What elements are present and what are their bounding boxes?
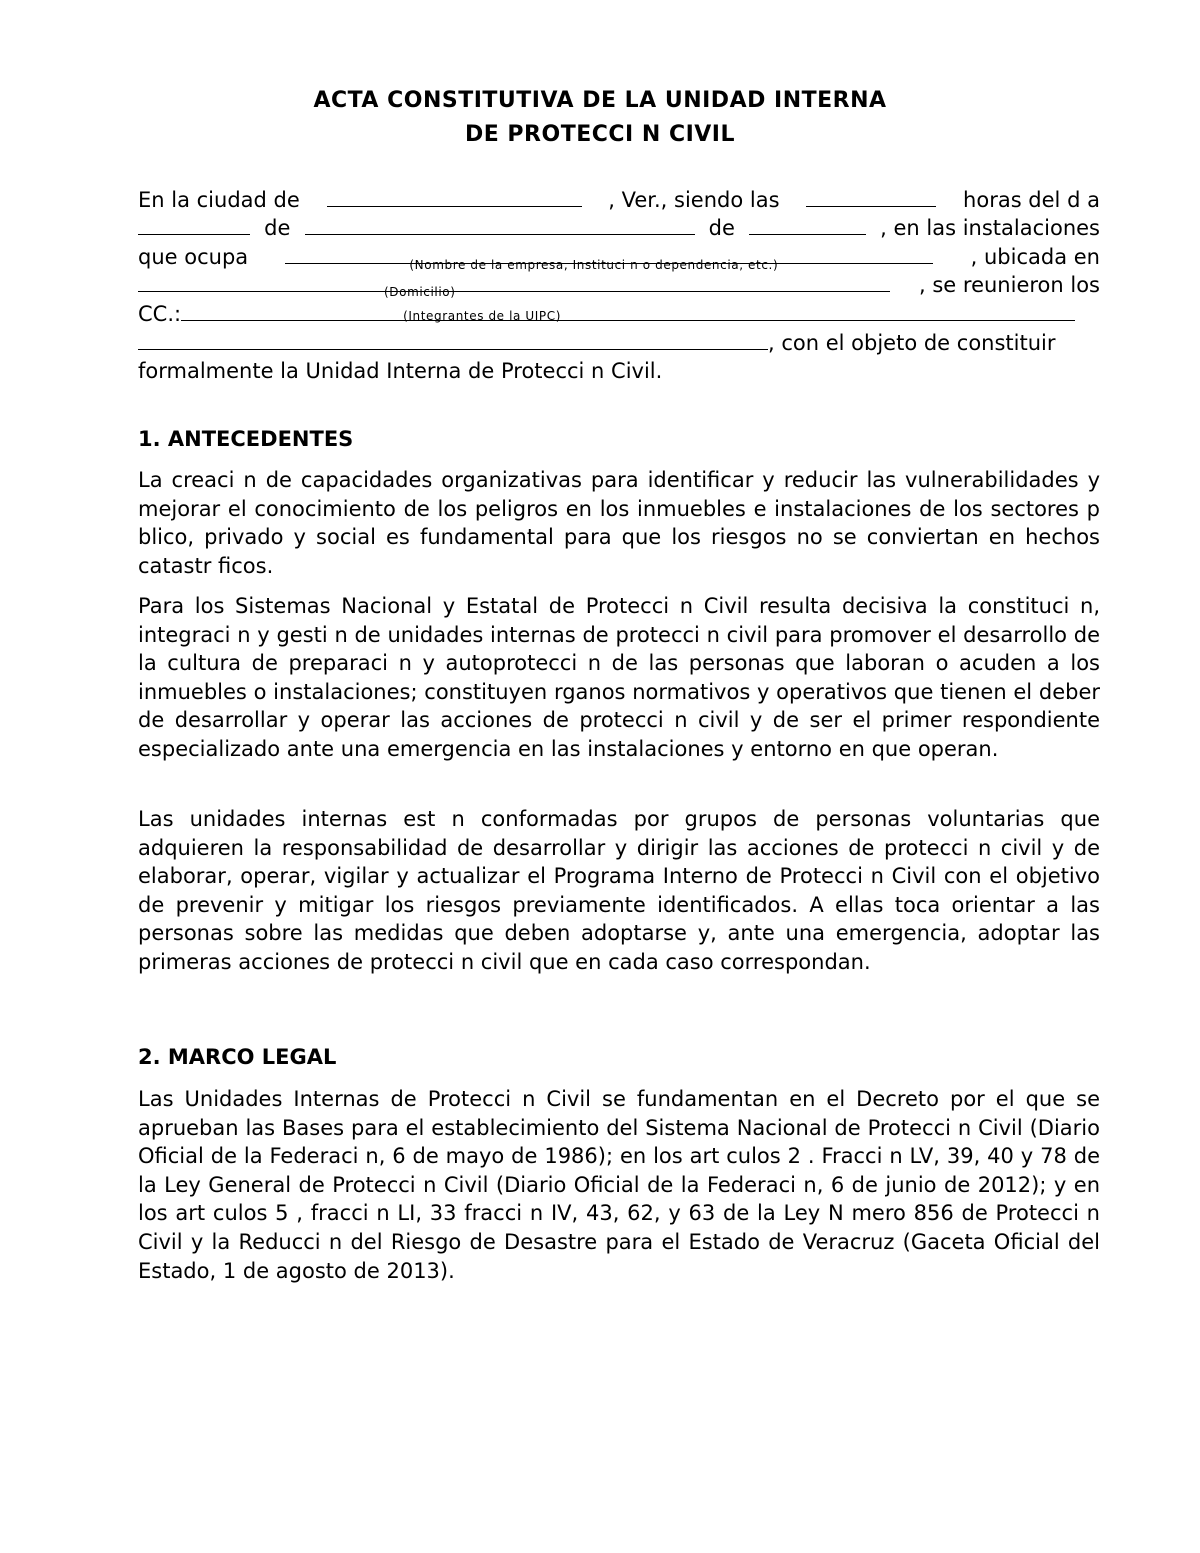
members-blank-continued[interactable] (138, 329, 768, 350)
section-heading-antecedentes: 1. ANTECEDENTES (138, 427, 354, 451)
intro-line-7: formalmente la Unidad Interna de Protecci n Civil. (138, 359, 663, 383)
members-hint: (Integrantes de la UIPC) (403, 309, 561, 323)
intro-text: que ocupa (138, 245, 249, 269)
address-blank[interactable] (138, 271, 890, 299)
intro-text: , Ver., siendo las (608, 188, 780, 212)
section-heading-marco-legal: 2. MARCO LEGAL (138, 1045, 337, 1069)
year-blank[interactable] (749, 214, 866, 235)
intro-text: , se reunieron los (919, 273, 1100, 297)
company-name-blank[interactable] (285, 243, 933, 272)
intro-line-3 (138, 243, 1100, 271)
members-blank[interactable] (181, 300, 1075, 321)
address-hint: (Domicilio) (384, 285, 456, 299)
city-blank[interactable] (327, 186, 582, 207)
intro-text: de (708, 216, 735, 240)
antecedentes-paragraph-2: Para los Sistemas Nacional y Estatal de Protecci n Civil resulta decisiva la constituci n, integraci n y gesti n de unidades internas de protecci n civil para promover el desarrollo de la cultura de preparaci n y autoprotecci n de las personas que laboran o acuden a los inmuebles o instalaciones; constituyen rganos normativos y operativos que tienen el deber de desarrollar y operar las acciones de protecci n civil y de ser el primer respondiente especializado ante una emergencia en las instalaciones y entorno en que operan. (138, 594, 1100, 761)
intro-line-4 (138, 271, 1100, 299)
intro-line-2 (138, 214, 1100, 242)
intro-line-6 (138, 329, 1100, 357)
day-blank[interactable] (138, 214, 250, 235)
intro-line-5 (138, 300, 1100, 328)
month-blank[interactable] (305, 214, 695, 235)
document-title-line-1: ACTA CONSTITUTIVA DE LA UNIDAD INTERNA (313, 88, 887, 113)
intro-text: En la ciudad de (138, 188, 300, 212)
document-title-line-2: DE PROTECCI N CIVIL (464, 122, 736, 147)
intro-text: CC.: (138, 302, 182, 326)
intro-text: , ubicada en (970, 245, 1100, 269)
antecedentes-paragraph-1: La creaci n de capacidades organizativas para identificar y reducir las vulnerabilidades y mejorar el conocimiento de los peligros en los inmuebles e instalaciones de los sectores p blico, privado y social es fundamental para que los riesgos no se conviertan en hechos catastr ficos. (138, 468, 1100, 578)
intro-line-1 (138, 186, 1100, 214)
hour-blank[interactable] (806, 186, 936, 207)
intro-text: , en las instalaciones (880, 216, 1100, 240)
intro-text: horas del d a (963, 188, 1100, 212)
marco-legal-paragraph: Las Unidades Internas de Protecci n Civil se fundamentan en el Decreto por el que se aprueban las Bases para el establecimiento del Sistema Nacional de Protecci n Civil (Diario Oficial de la Federaci n, 6 de mayo de 1986); en los art culos 2 . Fracci n LV, 39, 40 y 78 de la Ley General de Protecci n Civil (Diario Oficial de la Federaci n, 6 de junio de 2012); y en los art culos 5 , fracci n LI, 33 fracci n IV, 43, 62, y 63 de la Ley N mero 856 de Protecci n Civil y la Reducci n del Riesgo de Desastre para el Estado de Veracruz (Gaceta Oficial del Estado, 1 de agosto de 2013). (138, 1087, 1100, 1283)
intro-text: de (264, 216, 291, 240)
intro-text: , con el objeto de constituir (768, 331, 1056, 355)
antecedentes-paragraph-3: Las unidades internas est n conformadas por grupos de personas voluntarias que adquieren la responsabilidad de desarrollar y dirigir las acciones de protecci n civil y de elaborar, operar, vigilar y actualizar el Programa Interno de Protecci n Civil con el objetivo de prevenir y mitigar los riesgos previamente identificados. A ellas toca orientar a las personas sobre las medidas que deben adoptarse y, ante una emergencia, adoptar las primeras acciones de protecci n civil que en cada caso correspondan. (138, 807, 1100, 974)
company-name-hint: (Nombre de la empresa, Instituci n o dependencia, etc.) (409, 258, 779, 272)
